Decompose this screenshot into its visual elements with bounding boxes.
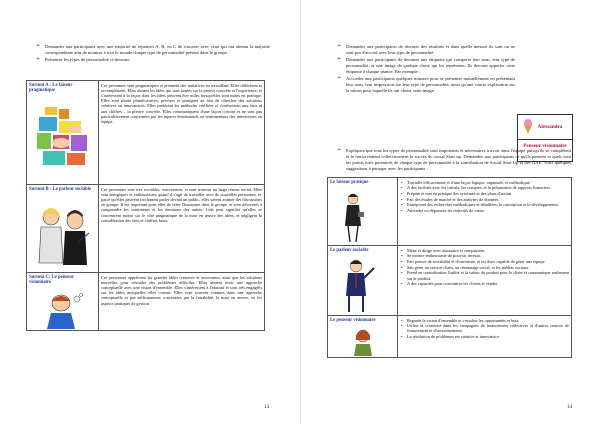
bullet-dot-icon: •	[401, 281, 403, 287]
strength-penseur-title: Le penseur visionnaire	[330, 317, 376, 323]
list-item: • A des capacités pour convaincre les clients et vendre.	[401, 281, 499, 287]
arrow-bullet-icon: ➢	[337, 56, 342, 62]
thinking-person-illustration	[41, 293, 85, 329]
page-number: 14	[567, 404, 573, 410]
list-item: • Prend en considération l'utilité et la valeur du produit pour le client et communique seulement sur le produit.	[401, 270, 569, 281]
strength-penseur-items	[398, 316, 572, 358]
profile-a-cell	[27, 81, 99, 185]
name-tag-name: Alessandra	[537, 124, 563, 130]
bullet-dot-icon: •	[401, 247, 403, 253]
arrow-bullet-icon: ➢	[36, 56, 41, 62]
arrow-bullet-icon: ➢	[337, 148, 342, 153]
strength-faiseur-items	[398, 178, 572, 246]
strength-parleur-cell	[328, 246, 398, 316]
bullet-dot-icon: •	[401, 317, 403, 323]
list-item: • Utilise la créativité dans les campagnes de financement collectives et d'autres sources de financement et d'investissement.	[401, 323, 569, 334]
thinking-woman-illustration	[350, 328, 376, 356]
strength-parleur-items	[398, 246, 572, 316]
bullet-dot-icon: •	[401, 253, 403, 259]
right-page	[300, 0, 600, 424]
arrow-bullet-icon: ➢	[36, 44, 41, 49]
table-row	[27, 273, 265, 331]
name-tag-personality: Penseur visionnaire	[523, 143, 567, 149]
bullet-dot-icon: •	[401, 270, 403, 276]
list-item: • Travaille efficacement et d'une façon logique, organisée, et méthodique.	[401, 179, 531, 185]
list-item: • A des facilités avec les calculs, les comptes, et la préparation de rapports financiers.	[401, 185, 551, 191]
table-row	[328, 316, 572, 358]
bullet-dot-icon: •	[401, 208, 403, 214]
list-item: • La résolution de problèmes est créative et innovatrice.	[401, 334, 501, 340]
profile-a-description: Ces personnes sont pragmatiques et prennent des initiatives en travaillant. Elles réfléchent et accomplissent. Elles aiment les idées qui sont basées sur la preuve concrète et l'expérience, et s'intéressent à la façon dont les idées peuvent être utiles lorsqu'elles sont mises en pratique. Elles sont plutôt planificatrices, précises et pratiques au lieu de chercher des solutions créatives ou innovatrices. Elles préfèrent les méthodes vérifiées et s'intéressent aux faits et aux chiffres – la preuve concrète. Elles communiquent d'une façon concise et ne sont pas particulièrement concernées par les aspects émotionnels ou sentimentaux des interactions en équipe.	[99, 81, 265, 185]
arrow-bullet-icon: ➢	[337, 75, 342, 81]
instruction-bullet: ➢ Expliquez que tous les types de personnalité sont importants et nécessaires à avoir dans l'équipe puisqu'ils se complètent et le renforcement collectivement la succès du social Start up. Demandez aux participants ce qu'ils pensent et quels sont les points forts potentiels de chaque type de personnalité à la contribution de Social Start Up et des GAE. Voici quelques suggestions à partager avec les participants :	[337, 148, 571, 172]
bullet-dot-icon: •	[401, 179, 403, 185]
bullet-dot-icon: •	[401, 185, 403, 191]
profile-b-description: Ces personnes sont très sociables, extraverties, et sont souvent un large réseau social. Elles sont énergiques et enthousiastes quand il s'agit de travailler avec de nouvelles personnes, et, parce qu'elles peuvent facilement parler devant un public, elles savent animer des discussions en groupe. Il est important pour elles de créer l'harmonie dans le groupe, et sont déversées à comprendre les sentiments et les émotions des autres. Cela peut signifier qu'elles se concentrent moins sur le côté pragmatique de la mise en œuvre des idées, et négligent la considération des faits et chiffres bruts.	[99, 185, 265, 273]
list-item: • Prépare et met en pratique des systèmes et des plans d'action.	[401, 190, 513, 196]
profile-b-title: Surtout B : Le parleur sociable	[29, 186, 92, 192]
page-number: 13	[264, 404, 270, 410]
bullet-dot-icon: •	[401, 258, 403, 264]
puzzle-hands-illustration	[31, 103, 95, 171]
profile-c-description: Ces personnes apprécient les grandes idées créatives et innovantes, ainsi que les solutions nouvelles pour résoudre des problèmes difficiles. Elles aiment avoir une approche conceptuelle avec une vision d'ensemble. Elles s'intéressent à l'abstrait et sont très engagées sur les idées auxquelles elles croient. Elles sont souvent connues dans une approche conceptuelle et pas suffisamment concernées par la faisabilité, la mise en œuvre, ou les aspects pratiques de gestion.	[99, 273, 265, 331]
strength-faiseur-title: Le faiseur pratique	[330, 179, 369, 185]
bullet-dot-icon: •	[401, 196, 403, 202]
list-item: • Mène et dirige avec assurance et compassion.	[401, 247, 486, 253]
intro-bullet-list	[36, 44, 270, 63]
bullet-dot-icon: •	[401, 334, 403, 340]
instruction-bullet: ➢ Accordez aux participants quelques minutes pour se présenter mutuellement en présentant leur nom, leur impression sur leur type de personnalité, ainsi qu'une courte explication sur la raison pour laquelle ils ont choisi cette image.	[337, 75, 515, 93]
strength-penseur-cell	[328, 316, 398, 358]
name-tag-divider	[518, 139, 572, 140]
table-row	[27, 185, 265, 273]
intro-bullet: ➢ Demander aux participants avec une majorité de réponses A, B, ou C de s'asseoir avec ceux qui ont obtenu la majorité correspondante afin de montrer à tout le monde chaque type de personnalité présent dans le groupe.	[36, 44, 270, 56]
strengths-table	[327, 177, 572, 358]
explanation-bullet-list	[337, 148, 571, 173]
strength-parleur-title: Le parleur sociable	[330, 247, 369, 253]
bullet-dot-icon: •	[401, 190, 403, 196]
list-item: • Fait preuve de sociabilité et d'ouverture, et est donc capable de gérer une équipe.	[401, 258, 546, 264]
table-row	[328, 246, 572, 316]
list-item: • Sait gérer un service client, un réseautage social, et les médias sociaux.	[401, 264, 530, 270]
table-row	[27, 81, 265, 185]
businesswoman-illustration	[340, 192, 366, 242]
profile-a-title: Surtout A : Le faiseur pragmatique	[29, 82, 73, 94]
list-item: • Se montre enthousiaste de pouvoir investir.	[401, 253, 482, 259]
instruction-bullet: ➢ Demander aux participants de dessiner une étiquette qui comporte leur nom, leur type de personnalité, et une image de quelque chose qui les représente. Ils devront apporter cette étiquette à chaque séance. Par exemple :	[337, 56, 515, 74]
list-item: • Fait des études de marché et des analyses de données.	[401, 196, 500, 202]
profile-c-title: Surtout C: Le penseur visionnaire	[29, 274, 74, 286]
arrow-bullet-icon: ➢	[337, 44, 342, 49]
businessman-illustration	[336, 258, 376, 312]
instruction-bullet-list	[337, 44, 515, 95]
list-item: • Regarde la vision d'ensemble et visualise les opportunités et buts.	[401, 317, 520, 323]
table-row	[328, 178, 572, 246]
strength-faiseur-cell	[328, 178, 398, 246]
list-item: • Entreprend des recherches méthodiques et détaillées, la conception et le développement.	[401, 202, 559, 208]
intro-bullet: ➢ Présentez les types de personnalité ci-dessous:	[36, 56, 131, 62]
profile-c-cell	[27, 273, 99, 331]
bullet-dot-icon: •	[401, 202, 403, 208]
bullet-dot-icon: •	[401, 264, 403, 270]
personality-profiles-table	[26, 80, 265, 331]
list-item: • Atteindra ou dépassera les objectifs de vente.	[401, 208, 485, 214]
talking-people-illustration	[33, 203, 93, 267]
instruction-bullet: ➢ Demander aux participants de discuter des résultats et dans quelle mesure ils sont ou ne sont pas d'accord avec leur type de personnalité.	[337, 44, 515, 56]
bullet-dot-icon: •	[401, 323, 403, 329]
profile-b-cell	[27, 185, 99, 273]
